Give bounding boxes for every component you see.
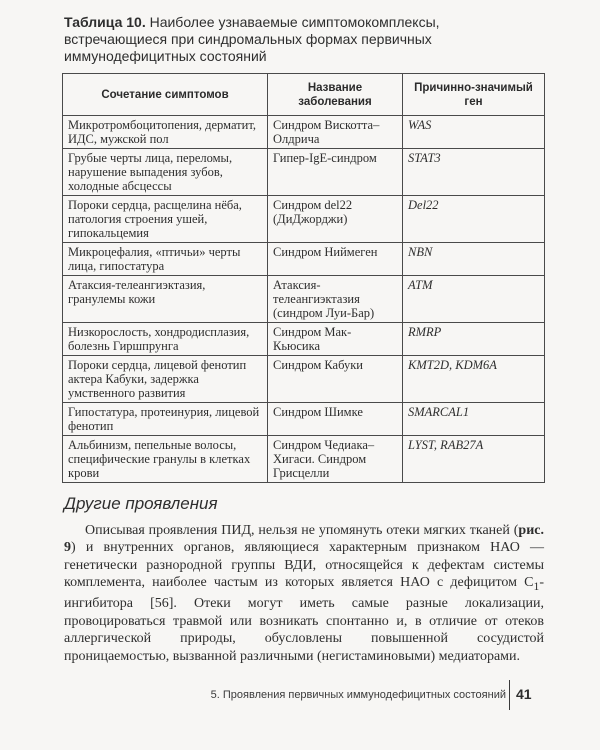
paragraph-text-2: ) и внутренних органов, являющиеся характерным признаком НАО — генетически разнородной группы ВДИ, относящейся к дефектам системы комплемента, наиболее частым из которых является НАО с дефицитом C	[64, 540, 544, 591]
disease-cell: Синдром Шимке	[268, 403, 403, 436]
symptoms-cell: Гипостатура, протеинурия, лицевой фенотип	[63, 403, 268, 436]
disease-cell: Синдром del22 (ДиДжорджи)	[268, 196, 403, 243]
symptoms-cell: Микротромбоцитопения, дерматит, ИДС, мужской пол	[63, 116, 268, 149]
symptoms-cell: Пороки сердца, лицевой фенотип актера Кабуки, задержка умственного развития	[63, 356, 268, 403]
table-caption-label: Таблица 10.	[64, 14, 146, 30]
gene-cell: NBN	[403, 243, 545, 276]
figure-reference: рис. 9	[64, 523, 544, 556]
table-row	[63, 196, 545, 243]
header-disease: Название заболевания	[268, 74, 403, 116]
section-title: Другие проявления	[64, 494, 218, 513]
disease-cell: Синдром Ниймеген	[268, 243, 403, 276]
page-number: 41	[516, 686, 532, 702]
gene-cell: SMARCAL1	[403, 403, 545, 436]
paragraph-text-1: Описывая проявления ПИД, нельзя не упомянуть отеки мягких тканей (	[85, 523, 519, 538]
gene-cell: ATM	[403, 276, 545, 323]
disease-cell: Синдром Кабуки	[268, 356, 403, 403]
table-row	[63, 116, 545, 149]
table-caption-text: Наиболее узнаваемые симптомокомплексы, встречающиеся при синдромальных формах первичных иммунодефицитных состояний	[64, 14, 440, 64]
subscript-index: 1	[533, 580, 540, 594]
gene-cell: WAS	[403, 116, 545, 149]
disease-cell: Синдром Вискотта–Олдрича	[268, 116, 403, 149]
gene-cell: RMRP	[403, 323, 545, 356]
table-row	[63, 149, 545, 196]
table-row	[63, 276, 545, 323]
gene-cell: LYST, RAB27A	[403, 436, 545, 483]
table-body	[63, 116, 545, 483]
symptoms-cell: Атаксия-телеангиэктазия, гранулемы кожи	[63, 276, 268, 323]
gene-cell: Del22	[403, 196, 545, 243]
gene-cell: KMT2D, KDM6A	[403, 356, 545, 403]
table-caption	[64, 14, 544, 65]
disease-cell: Синдром Чедиака–Хигаси. Синдром Грисцелли	[268, 436, 403, 483]
symptoms-cell: Грубые черты лица, переломы, нарушение выпадения зубов, холодные абсцессы	[63, 149, 268, 196]
header-gene: Причинно-значимый ген	[403, 74, 545, 116]
symptoms-cell: Низкорослость, хондродисплазия, болезнь Гиршпрунга	[63, 323, 268, 356]
table-row	[63, 243, 545, 276]
table-row	[63, 403, 545, 436]
table-row	[63, 356, 545, 403]
disease-cell: Атаксия-телеангиэктазия (синдром Луи-Бар)	[268, 276, 403, 323]
symptoms-cell: Пороки сердца, расщелина нёба, патология строения ушей, гипокальцемия	[63, 196, 268, 243]
section-paragraph	[64, 522, 544, 665]
running-footer: 5. Проявления первичных иммунодефицитных состояний	[210, 689, 506, 701]
disease-cell: Синдром Мак-Кьюсика	[268, 323, 403, 356]
table-row	[63, 436, 545, 483]
footer-divider	[509, 680, 510, 710]
disease-cell: Гипер-IgE-синдром	[268, 149, 403, 196]
paragraph-text-3: -ингибитора [56]. Отеки могут иметь самые разные локализации, провоцироваться травмой или возникать спонтанно и, в отличие от отеков аллергической природы, обусловлены повышенной сосудистой проницаемостью, вызванной различными (негистаминовыми) медиаторами.	[64, 575, 544, 664]
syndromes-table	[62, 73, 545, 483]
symptoms-cell: Альбинизм, пепельные волосы, специфические гранулы в клетках крови	[63, 436, 268, 483]
symptoms-cell: Микроцефалия, «птичьи» черты лица, гипостатура	[63, 243, 268, 276]
gene-cell: STAT3	[403, 149, 545, 196]
header-symptoms: Сочетание симптомов	[63, 74, 268, 116]
table-row	[63, 323, 545, 356]
table-header-row	[63, 74, 545, 116]
